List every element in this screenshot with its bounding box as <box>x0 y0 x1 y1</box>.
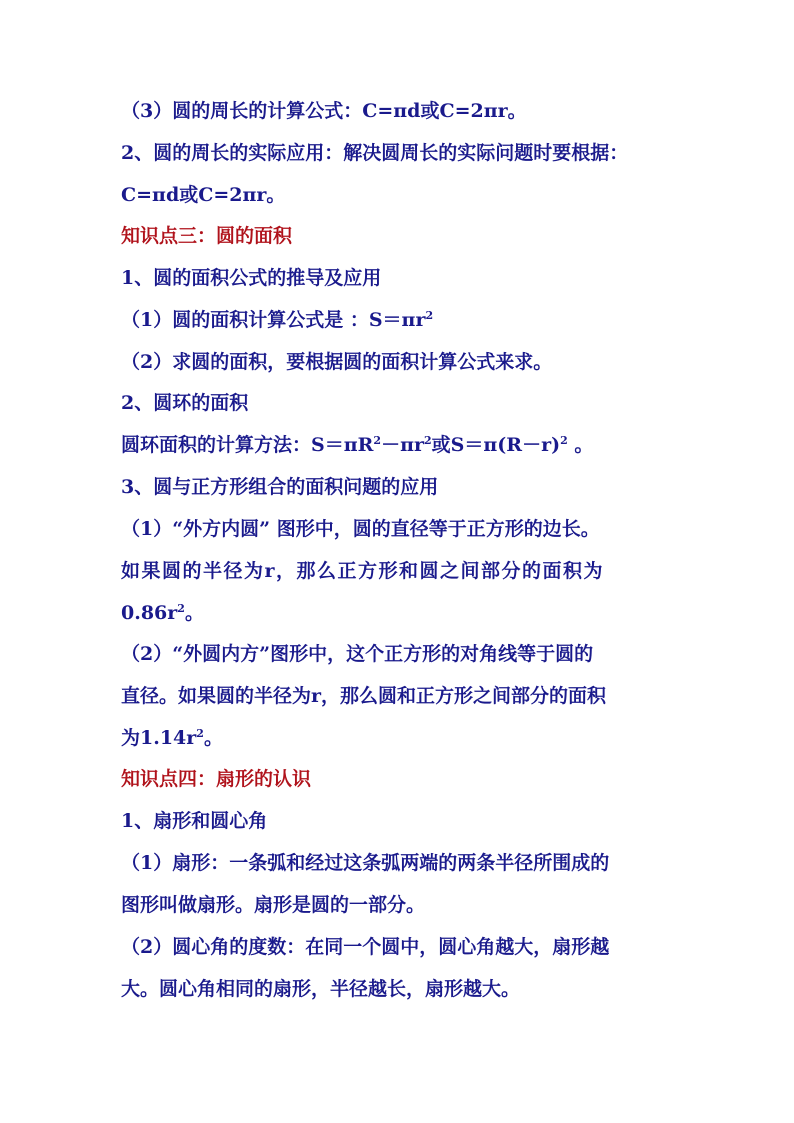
outer-circle-value: 为1.14r <box>121 727 197 749</box>
area-formula-text: （1）圆的面积计算公式是 ：S＝πr <box>121 309 426 331</box>
text-line-area-method: （2）求圆的面积，要根据圆的面积计算公式来求。 <box>121 351 553 373</box>
text-line-area-derivation: 1、圆的面积公式的推导及应用 <box>121 267 382 289</box>
outer-square-post: 。 <box>184 602 204 624</box>
ring-formula-post: 。 <box>567 434 594 456</box>
text-line-outer-square-value <box>121 600 204 626</box>
text-line-central-angle-cont: 大。圆心角相同的扇形，半径越长，扇形越大。 <box>121 978 521 1000</box>
outer-square-exponent: 2 <box>177 602 185 615</box>
text-line-central-angle-degree: （2）圆心角的度数：在同一个圆中，圆心角越大，扇形越 <box>121 936 610 958</box>
section-heading-area: 知识点三：圆的面积 <box>121 225 293 247</box>
text-line-outer-circle-value <box>121 725 223 751</box>
ring-formula-pre: 圆环面积的计算方法：S＝πR <box>121 434 374 456</box>
ring-formula-mid2: 或S＝π(R－r) <box>431 434 561 456</box>
outer-circle-exponent: 2 <box>196 727 204 740</box>
text-line-outer-circle-cont: 直径。如果圆的半径为r，那么圆和正方形之间部分的面积 <box>121 685 607 707</box>
text-line-outer-square: （1）“外方内圆” 图形中，圆的直径等于正方形的边长。 <box>121 518 600 540</box>
ring-formula-exp1: 2 <box>373 434 382 447</box>
ring-formula-mid: －πr <box>381 434 424 456</box>
ring-formula-exp2: 2 <box>424 434 432 447</box>
text-line-sector-definition: （1）扇形：一条弧和经过这条弧两端的两条半径所围成的 <box>121 852 610 874</box>
text-line-sector-central-angle: 1、扇形和圆心角 <box>121 810 268 832</box>
text-line-outer-circle: （2）“外圆内方”图形中，这个正方形的对角线等于圆的 <box>121 643 594 665</box>
text-line-ring-area: 2、圆环的面积 <box>121 392 249 414</box>
outer-square-value: 0.86r <box>121 602 178 624</box>
text-line-circumference-formula: （3）圆的周长的计算公式：C=πd或C=2πr。 <box>121 100 527 122</box>
text-line-ring-formula <box>121 432 593 458</box>
section-heading-sector: 知识点四：扇形的认识 <box>121 768 312 790</box>
ring-formula-exp3: 2 <box>560 434 568 447</box>
text-line-circumference-formula-repeat: C=πd或C=2πr。 <box>121 184 286 206</box>
outer-circle-post: 。 <box>203 727 223 749</box>
area-formula-exponent: 2 <box>425 309 434 322</box>
text-line-outer-square-cont: 如果圆的半径为r，那么正方形和圆之间部分的面积为 <box>121 560 605 582</box>
text-line-square-combo: 3、圆与正方形组合的面积问题的应用 <box>121 476 439 498</box>
text-line-circumference-application: 2、圆的周长的实际应用：解决圆周长的实际问题时要根据： <box>121 142 629 164</box>
text-line-sector-definition-cont: 图形叫做扇形。扇形是圆的一部分。 <box>121 894 426 916</box>
text-line-area-formula <box>121 307 433 333</box>
